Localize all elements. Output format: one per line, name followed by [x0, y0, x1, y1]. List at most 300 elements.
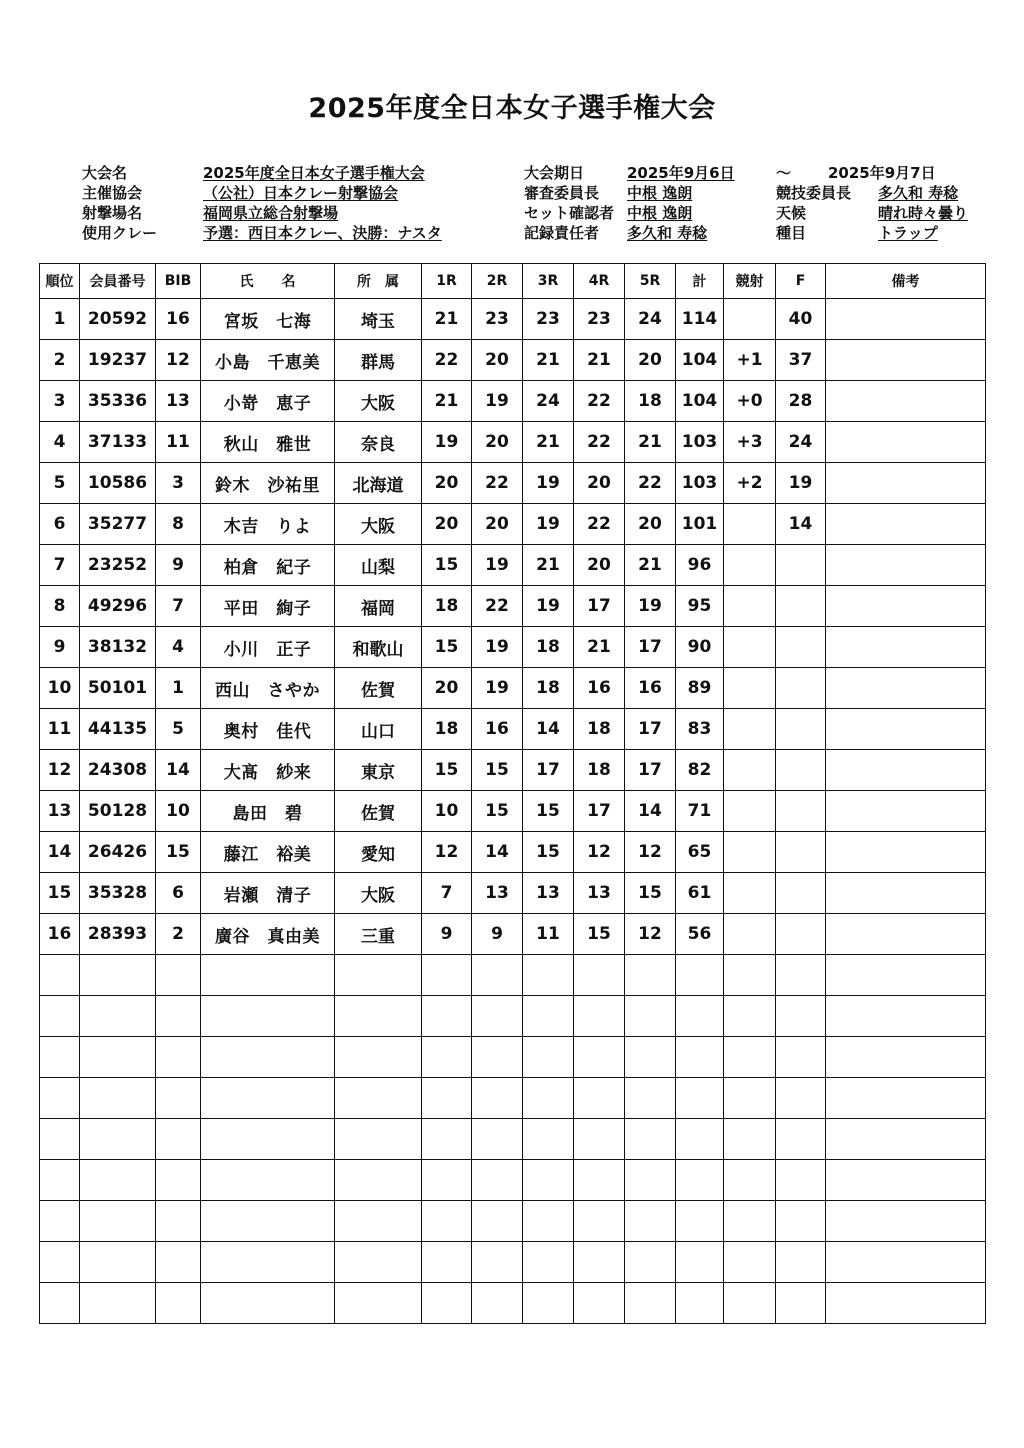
table-row [40, 340, 986, 381]
table-cell [724, 996, 776, 1037]
table-cell [826, 381, 986, 422]
table-cell [40, 1201, 80, 1242]
table-cell [422, 1201, 472, 1242]
table-cell: 1 [156, 668, 201, 709]
table-cell [625, 955, 676, 996]
table-cell [40, 996, 80, 1037]
table-cell: 16 [156, 299, 201, 340]
table-cell: 6 [156, 873, 201, 914]
table-cell [472, 1242, 523, 1283]
table-cell: 群馬 [335, 340, 422, 381]
table-cell: 40 [776, 299, 826, 340]
table-cell [826, 586, 986, 627]
table-cell: 19 [422, 422, 472, 463]
table-cell: 11 [40, 709, 80, 750]
table-cell [156, 1283, 201, 1324]
table-cell: 15 [422, 545, 472, 586]
table-cell: 9 [156, 545, 201, 586]
table-cell: 秋山 雅世 [201, 422, 335, 463]
table-cell: 21 [625, 422, 676, 463]
table-cell: 20 [472, 504, 523, 545]
table-cell [776, 586, 826, 627]
table-cell [156, 1242, 201, 1283]
table-cell: 20 [625, 504, 676, 545]
table-cell [776, 1283, 826, 1324]
table-cell [156, 955, 201, 996]
table-cell: 4 [156, 627, 201, 668]
table-cell: 19 [472, 668, 523, 709]
table-cell: 12 [156, 340, 201, 381]
column-header: 備考 [826, 264, 986, 299]
table-cell [422, 955, 472, 996]
table-cell [776, 1078, 826, 1119]
table-cell [776, 668, 826, 709]
table-cell [776, 832, 826, 873]
table-cell [776, 1242, 826, 1283]
table-cell [40, 1283, 80, 1324]
table-cell [776, 914, 826, 955]
table-cell [80, 955, 156, 996]
table-cell: 13 [156, 381, 201, 422]
date-separator: ～ [776, 164, 792, 182]
table-cell [625, 1283, 676, 1324]
table-cell: 小島 千恵美 [201, 340, 335, 381]
table-cell: 26426 [80, 832, 156, 873]
table-cell: +0 [724, 381, 776, 422]
table-cell: 15 [523, 791, 574, 832]
meta-value: 中根 逸朗 [627, 184, 693, 202]
table-cell [523, 1119, 574, 1160]
column-header: 競射 [724, 264, 776, 299]
table-row [40, 627, 986, 668]
table-cell: 20 [574, 463, 625, 504]
table-cell: 10586 [80, 463, 156, 504]
table-cell [201, 996, 335, 1037]
meta-label: 主催協会 [82, 184, 143, 202]
table-cell: 14 [156, 750, 201, 791]
table-cell: 8 [156, 504, 201, 545]
table-cell [676, 996, 724, 1037]
table-row [40, 1242, 986, 1283]
table-cell: 大髙 紗来 [201, 750, 335, 791]
table-cell [724, 545, 776, 586]
table-cell [776, 1160, 826, 1201]
table-row [40, 463, 986, 504]
table-cell [422, 1160, 472, 1201]
table-cell [80, 1119, 156, 1160]
table-cell: 平田 絢子 [201, 586, 335, 627]
table-cell: 71 [676, 791, 724, 832]
table-cell [826, 709, 986, 750]
table-cell: 95 [676, 586, 724, 627]
table-cell [335, 1201, 422, 1242]
table-cell: 13 [523, 873, 574, 914]
table-cell: 20 [422, 668, 472, 709]
table-cell: 7 [40, 545, 80, 586]
meta-label: セット確認者 [524, 204, 615, 222]
meta-label: 競技委員長 [776, 184, 852, 202]
table-cell [80, 1037, 156, 1078]
table-cell [676, 955, 724, 996]
table-cell: 埼玉 [335, 299, 422, 340]
meta-left [82, 163, 157, 243]
table-cell [40, 1078, 80, 1119]
table-cell: 大阪 [335, 381, 422, 422]
table-cell [523, 996, 574, 1037]
table-cell [676, 1119, 724, 1160]
table-cell [826, 463, 986, 504]
table-cell: 82 [676, 750, 724, 791]
table-cell: 37133 [80, 422, 156, 463]
table-cell [156, 996, 201, 1037]
table-cell: 20 [472, 340, 523, 381]
table-cell: 101 [676, 504, 724, 545]
table-cell: 20 [422, 504, 472, 545]
table-cell: 61 [676, 873, 724, 914]
table-cell: 96 [676, 545, 724, 586]
table-cell [826, 1283, 986, 1324]
table-cell [724, 873, 776, 914]
table-cell: 24308 [80, 750, 156, 791]
table-cell [625, 1119, 676, 1160]
table-cell [201, 1160, 335, 1201]
table-cell [776, 1119, 826, 1160]
meta-label: 天候 [776, 204, 807, 222]
column-header: BIB [156, 264, 201, 299]
table-cell [724, 1242, 776, 1283]
table-cell [676, 1201, 724, 1242]
meta-right-values [878, 183, 968, 243]
table-cell [574, 1078, 625, 1119]
table-cell: 奥村 佳代 [201, 709, 335, 750]
table-cell: 15 [625, 873, 676, 914]
table-row [40, 709, 986, 750]
table-cell [574, 1242, 625, 1283]
meta-value: 多久和 寿稔 [878, 184, 959, 202]
column-header: 計 [676, 264, 724, 299]
table-cell [523, 1160, 574, 1201]
meta-label: 審査委員長 [524, 184, 600, 202]
meta-value: 2025年度全日本女子選手権大会 [203, 164, 425, 182]
table-cell: 5 [156, 709, 201, 750]
table-cell: 37 [776, 340, 826, 381]
page-title: 2025年度全日本女子選手権大会 [308, 93, 716, 124]
table-cell [335, 1242, 422, 1283]
table-cell [676, 1037, 724, 1078]
table-cell: 10 [40, 668, 80, 709]
table-cell [724, 299, 776, 340]
table-cell: 17 [574, 586, 625, 627]
table-row [40, 873, 986, 914]
table-cell [724, 668, 776, 709]
table-cell: 13 [40, 791, 80, 832]
table-cell [574, 955, 625, 996]
table-cell [80, 1283, 156, 1324]
table-cell [523, 1078, 574, 1119]
table-cell: 西山 さやか [201, 668, 335, 709]
table-cell: 山梨 [335, 545, 422, 586]
table-cell: 15 [472, 791, 523, 832]
table-cell: 東京 [335, 750, 422, 791]
table-cell: 16 [625, 668, 676, 709]
table-cell: 104 [676, 340, 724, 381]
table-cell: 21 [523, 422, 574, 463]
table-cell [724, 627, 776, 668]
table-cell [724, 1119, 776, 1160]
table-cell [826, 791, 986, 832]
table-row [40, 1078, 986, 1119]
table-cell [80, 996, 156, 1037]
table-cell: 藤江 裕美 [201, 832, 335, 873]
table-cell: 19 [472, 545, 523, 586]
table-cell: 18 [625, 381, 676, 422]
table-cell: 三重 [335, 914, 422, 955]
table-cell [335, 1119, 422, 1160]
table-cell: 35328 [80, 873, 156, 914]
table-cell: 柏倉 紀子 [201, 545, 335, 586]
table-cell: 15 [472, 750, 523, 791]
table-cell: 大阪 [335, 873, 422, 914]
table-cell: 50128 [80, 791, 156, 832]
table-cell: 9 [40, 627, 80, 668]
table-cell [826, 627, 986, 668]
table-cell [776, 709, 826, 750]
table-cell: 22 [574, 381, 625, 422]
table-cell: +2 [724, 463, 776, 504]
table-cell: 6 [40, 504, 80, 545]
table-cell [201, 1201, 335, 1242]
table-cell [724, 791, 776, 832]
table-cell [422, 1283, 472, 1324]
table-cell: 28 [776, 381, 826, 422]
table-cell: 35277 [80, 504, 156, 545]
table-cell [201, 1119, 335, 1160]
table-cell [625, 996, 676, 1037]
table-cell [826, 299, 986, 340]
table-cell: 21 [523, 545, 574, 586]
table-cell: 3 [156, 463, 201, 504]
table-cell [574, 1119, 625, 1160]
column-header: 会員番号 [80, 264, 156, 299]
meta-label: 大会名 [82, 164, 128, 182]
table-cell [724, 1283, 776, 1324]
meta-mid-values [627, 163, 735, 243]
table-cell: 2 [156, 914, 201, 955]
meta-label: 大会期日 [524, 164, 585, 182]
table-cell: 大阪 [335, 504, 422, 545]
table-cell: 24 [523, 381, 574, 422]
table-cell: 3 [40, 381, 80, 422]
table-cell [40, 1242, 80, 1283]
table-cell: 10 [422, 791, 472, 832]
meta-value: （公社）日本クレー射撃協会 [203, 184, 399, 202]
table-cell: 佐賀 [335, 668, 422, 709]
table-cell [776, 873, 826, 914]
table-cell [40, 1037, 80, 1078]
table-cell: 19 [625, 586, 676, 627]
table-cell: 10 [156, 791, 201, 832]
table-cell: 廣谷 真由美 [201, 914, 335, 955]
table-cell: 和歌山 [335, 627, 422, 668]
table-cell [724, 1201, 776, 1242]
column-header: 所 属 [335, 264, 422, 299]
table-cell: 15 [574, 914, 625, 955]
table-cell: 愛知 [335, 832, 422, 873]
meta-value: 福岡県立総合射撃場 [203, 204, 339, 222]
table-cell: 13 [472, 873, 523, 914]
table-cell: 5 [40, 463, 80, 504]
table-cell [472, 1078, 523, 1119]
table-cell [201, 1078, 335, 1119]
column-header: 5R [625, 264, 676, 299]
table-row [40, 832, 986, 873]
table-cell: 65 [676, 832, 724, 873]
column-header: 1R [422, 264, 472, 299]
table-cell [40, 1119, 80, 1160]
table-cell: 21 [574, 627, 625, 668]
table-cell: 11 [523, 914, 574, 955]
table-cell: 15 [422, 627, 472, 668]
table-cell [574, 1037, 625, 1078]
table-cell: 104 [676, 381, 724, 422]
table-cell: 23 [523, 299, 574, 340]
table-cell: 22 [472, 586, 523, 627]
table-cell: 28393 [80, 914, 156, 955]
table-cell: 19 [523, 504, 574, 545]
table-row [40, 914, 986, 955]
table-cell [422, 1078, 472, 1119]
table-cell: 9 [472, 914, 523, 955]
table-cell [724, 709, 776, 750]
table-cell [776, 791, 826, 832]
table-cell: 島田 碧 [201, 791, 335, 832]
table-cell [80, 1201, 156, 1242]
table-cell [156, 1119, 201, 1160]
table-cell: 49296 [80, 586, 156, 627]
table-cell [472, 1201, 523, 1242]
table-cell: 22 [472, 463, 523, 504]
table-cell [472, 996, 523, 1037]
table-cell: 17 [625, 627, 676, 668]
table-cell [156, 1160, 201, 1201]
table-cell [826, 1160, 986, 1201]
table-cell [335, 996, 422, 1037]
table-cell [156, 1201, 201, 1242]
table-cell [724, 1160, 776, 1201]
table-cell: 佐賀 [335, 791, 422, 832]
table-cell [625, 1201, 676, 1242]
table-cell: 17 [625, 709, 676, 750]
table-cell [422, 1242, 472, 1283]
table-cell [201, 1037, 335, 1078]
table-cell: 小川 正子 [201, 627, 335, 668]
table-cell [826, 1242, 986, 1283]
table-cell: 18 [523, 627, 574, 668]
table-row [40, 668, 986, 709]
table-cell: 21 [523, 340, 574, 381]
table-cell: 20 [574, 545, 625, 586]
table-cell [826, 422, 986, 463]
table-cell: 4 [40, 422, 80, 463]
table-cell: 83 [676, 709, 724, 750]
table-cell [574, 1160, 625, 1201]
table-cell: 24 [776, 422, 826, 463]
table-cell [826, 996, 986, 1037]
table-cell [523, 955, 574, 996]
table-cell: 103 [676, 463, 724, 504]
meta-label: 記録責任者 [524, 224, 600, 242]
table-cell: 22 [422, 340, 472, 381]
table-cell: 北海道 [335, 463, 422, 504]
table-cell: +3 [724, 422, 776, 463]
table-cell: 19 [523, 586, 574, 627]
table-cell [574, 1201, 625, 1242]
table-cell [826, 1078, 986, 1119]
table-cell: 38132 [80, 627, 156, 668]
table-cell: 奈良 [335, 422, 422, 463]
table-cell [776, 1037, 826, 1078]
table-cell: 44135 [80, 709, 156, 750]
table-row [40, 586, 986, 627]
table-cell [574, 1283, 625, 1324]
meta-label: 射撃場名 [82, 204, 143, 222]
table-cell: 18 [574, 750, 625, 791]
meta-mid [524, 163, 614, 243]
table-cell [625, 1037, 676, 1078]
table-cell: 19237 [80, 340, 156, 381]
table-cell: 18 [574, 709, 625, 750]
table-cell [523, 1037, 574, 1078]
table-cell [156, 1037, 201, 1078]
table-cell: 13 [574, 873, 625, 914]
meta-value: 予選：西日本クレー、決勝：ナスタ [203, 224, 442, 242]
table-cell: 12 [422, 832, 472, 873]
table-cell: 9 [422, 914, 472, 955]
table-cell: 23 [472, 299, 523, 340]
table-cell: 20 [422, 463, 472, 504]
table-cell: 89 [676, 668, 724, 709]
table-cell: 11 [156, 422, 201, 463]
table-cell: 15 [422, 750, 472, 791]
table-cell [523, 1283, 574, 1324]
table-cell [472, 1283, 523, 1324]
table-cell: 23 [574, 299, 625, 340]
table-cell: 7 [156, 586, 201, 627]
table-cell [625, 1242, 676, 1283]
table-cell: 14 [776, 504, 826, 545]
table-cell [724, 504, 776, 545]
table-cell [625, 1078, 676, 1119]
table-cell [826, 750, 986, 791]
meta-label: 種目 [776, 224, 807, 242]
table-cell: 18 [422, 586, 472, 627]
column-header: 氏 名 [201, 264, 335, 299]
table-cell: 103 [676, 422, 724, 463]
table-cell: 22 [574, 422, 625, 463]
table-cell: 12 [625, 914, 676, 955]
meta-value: 中根 逸朗 [627, 204, 693, 222]
table-cell: 18 [422, 709, 472, 750]
table-cell: 19 [472, 627, 523, 668]
table-cell: 小嵜 恵子 [201, 381, 335, 422]
table-cell: 18 [523, 668, 574, 709]
table-cell: 16 [574, 668, 625, 709]
table-cell [826, 340, 986, 381]
table-row [40, 381, 986, 422]
table-cell [574, 996, 625, 1037]
table-cell [724, 1078, 776, 1119]
table-cell: 14 [523, 709, 574, 750]
